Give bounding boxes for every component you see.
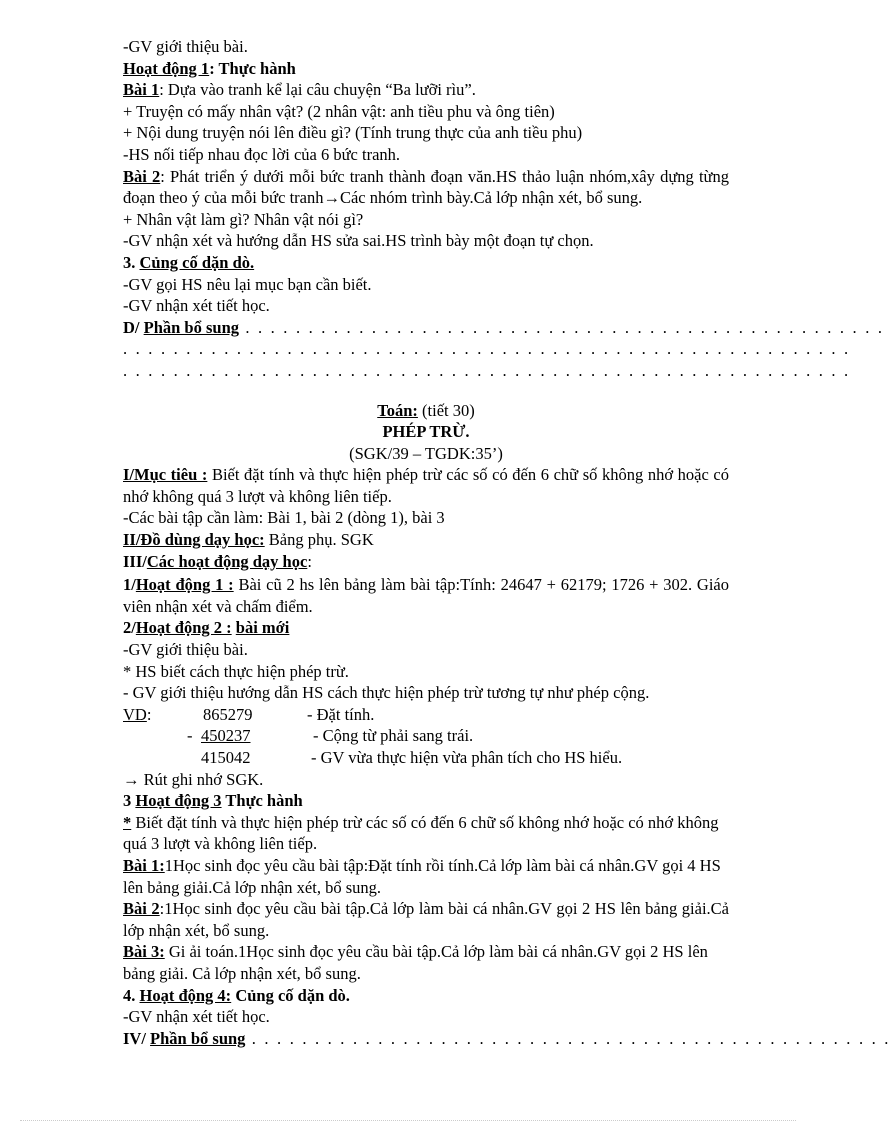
materials-label: II/Đồ dùng dạy học:: [123, 530, 265, 550]
objectives-paragraph: I/Mục tiêu : Biết đặt tính và thực hiện phép trừ các số có đến 6 chữ số không nhớ hoặc có nhớ không quá 3 lượt và không liên tiếp.: [123, 465, 729, 506]
exercise1-line: Bài 1: Dựa vào tranh kể lại câu chuyện “Ba lưỡi rìu”.: [123, 80, 476, 100]
exercise2-paragraph: Bài 2:1Học sinh đọc yêu cầu bài tập.Cả lớp làm bài cá nhân.GV gọi 2 HS lên bảng giải.Cả lớp nhận xét, bổ sung.: [123, 899, 729, 940]
example-label: VD: [123, 704, 147, 724]
exercise3-paragraph: Bài 3: Gi ải toán.1Học sinh đọc yêu cầu bài tập.Cả lớp làm bài cá nhân.GV gọi 2 HS lên bảng giải. Cả lớp nhận xét, bổ sung.: [123, 942, 708, 983]
lesson-document: [123, 36, 891, 1049]
activity1-paragraph: 1/Hoạt động 1 : Bài cũ 2 hs lên bảng làm bài tập:Tính: 24647 + 62179; 1726 + 302. Giáo viên nhận xét và chấm điểm.: [123, 575, 729, 616]
activity1-label: Hoạt động 1 :: [135, 575, 234, 595]
exercise1-label: Bài 1: [123, 80, 160, 100]
guide-paragraph: - GV giới thiệu hướng dẫn HS cách thực hiện phép trừ tương tự như phép cộng.: [123, 683, 650, 703]
supplement-label: Phần bổ sung: [150, 1028, 246, 1048]
required-exercises: -Các bài tập cần làm: Bài 1, bài 2 (dòng 1), bài 3: [123, 508, 445, 528]
supplement-line: D/ Phần bổ sung . . . . . . . . . . . . . . . . . . . . . . . . . . . . . . . . . . . . . . . . . . . . . . . . . . .: [123, 317, 885, 337]
closing-line: -GV nhận xét tiết học.: [123, 1007, 270, 1027]
lesson-reference: (SGK/39 – TGDK:35’): [349, 443, 503, 463]
activity3-heading: 3 Hoạt động 3 Thực hành: [123, 791, 303, 811]
exercise1-label: Bài 1:: [123, 855, 165, 875]
exercise3-label: Bài 3:: [123, 942, 165, 962]
students-read-line: -HS nối tiếp nhau đọc lời của 6 bức tranh.: [123, 144, 401, 164]
page-bottom-rule: [20, 1120, 796, 1121]
exercise2-label: Bài 2: [123, 166, 161, 186]
teacher-feedback-line: -GV nhận xét và hướng dẫn HS sửa sai.HS trình bày một đoạn tự chọn.: [123, 231, 594, 251]
activity4-heading: 4. Hoạt động 4: Củng cố dặn dò.: [123, 985, 350, 1005]
question-characters: + Truyện có mấy nhân vật? (2 nhân vật: anh tiều phu và ông tiên): [123, 101, 555, 121]
example-row-3: 415042 - GV vừa thực hiện vừa phân tích cho HS hiểu.: [201, 748, 623, 767]
takeaway-line: → Rút ghi nhớ SGK.: [123, 769, 264, 789]
exercise1-paragraph: Bài 1:1Học sinh đọc yêu cầu bài tập:Đặt tính rồi tính.Cả lớp làm bài cá nhân.GV gọi 4 HS lên bảng giải.Cả lớp nhận xét, bổ sung.: [123, 855, 721, 897]
difference: 415042: [201, 748, 251, 767]
dotted-line-2: . . . . . . . . . . . . . . . . . . . . . . . . . . . . . . . . . . . . . . . . . . . . . . . . . . . . . . . . . .: [123, 360, 851, 380]
subject-heading: Toán: (tiết 30): [377, 400, 475, 420]
subject-label: Toán:: [377, 400, 418, 420]
question-actions: + Nhân vật làm gì? Nhân vật nói gì?: [123, 209, 364, 229]
objectives-label: I/Mục tiêu :: [123, 465, 208, 485]
consolidation-line-1: -GV gọi HS nêu lại mục bạn cần biết.: [123, 274, 372, 294]
supplement-line-2: IV/ Phần bổ sung . . . . . . . . . . . . . . . . . . . . . . . . . . . . . . . . . . . . . . . . . . . . . . . . . . .: [123, 1028, 891, 1048]
exercise2-label: Bài 2: [123, 899, 160, 919]
lesson-title: PHÉP TRỪ.: [382, 422, 470, 442]
activity1-label: Hoạt động 1: [123, 58, 210, 78]
consolidation-line-2: -GV nhận xét tiết học.: [123, 296, 270, 316]
example-row-1: VD: 865279 - Đặt tính.: [123, 704, 375, 724]
dotted-line-1: . . . . . . . . . . . . . . . . . . . . . . . . . . . . . . . . . . . . . . . . . . . . . . . . . . . . . . . . . .: [123, 339, 851, 359]
supplement-label: Phần bổ sung: [143, 317, 240, 337]
intro-line: -GV giới thiệu bài.: [123, 37, 248, 56]
materials-line: II/Đồ dùng dạy học: Bảng phụ. SGK: [123, 530, 374, 550]
example-row-2: - 450237 - Cộng từ phải sang trái.: [187, 726, 474, 746]
activity3-paragraph: * Biết đặt tính và thực hiện phép trừ các số có đến 6 chữ số không nhớ hoặc có nhớ không quá 3 lượt và không liên tiếp.: [123, 812, 719, 854]
minuend: 865279: [203, 704, 253, 724]
activities-heading: III/Các hoạt động dạy học:: [123, 551, 312, 571]
exercise2-paragraph: Bài 2: Phát triển ý dưới mỗi bức tranh thành đoạn văn.HS thảo luận nhóm,xây dựng từng đoạn theo ý của mỗi bức tranh→Các nhóm trình bày.Cả lớp nhận xét, bổ sung.: [123, 166, 729, 208]
activity2-heading: 2/Hoạt động 2 : bài mới: [123, 618, 290, 638]
intro-line-2: -GV giới thiệu bài.: [123, 640, 248, 660]
subtrahend: 450237: [201, 726, 251, 746]
goal-line: * HS biết cách thực hiện phép trừ.: [123, 661, 349, 681]
consolidation-heading: 3. Củng cố dặn dò.: [123, 252, 255, 272]
activity1-heading: Hoạt động 1: Thực hành: [123, 58, 296, 78]
question-content: + Nội dung truyện nói lên điều gì? (Tính trung thực của anh tiều phu): [123, 123, 583, 143]
